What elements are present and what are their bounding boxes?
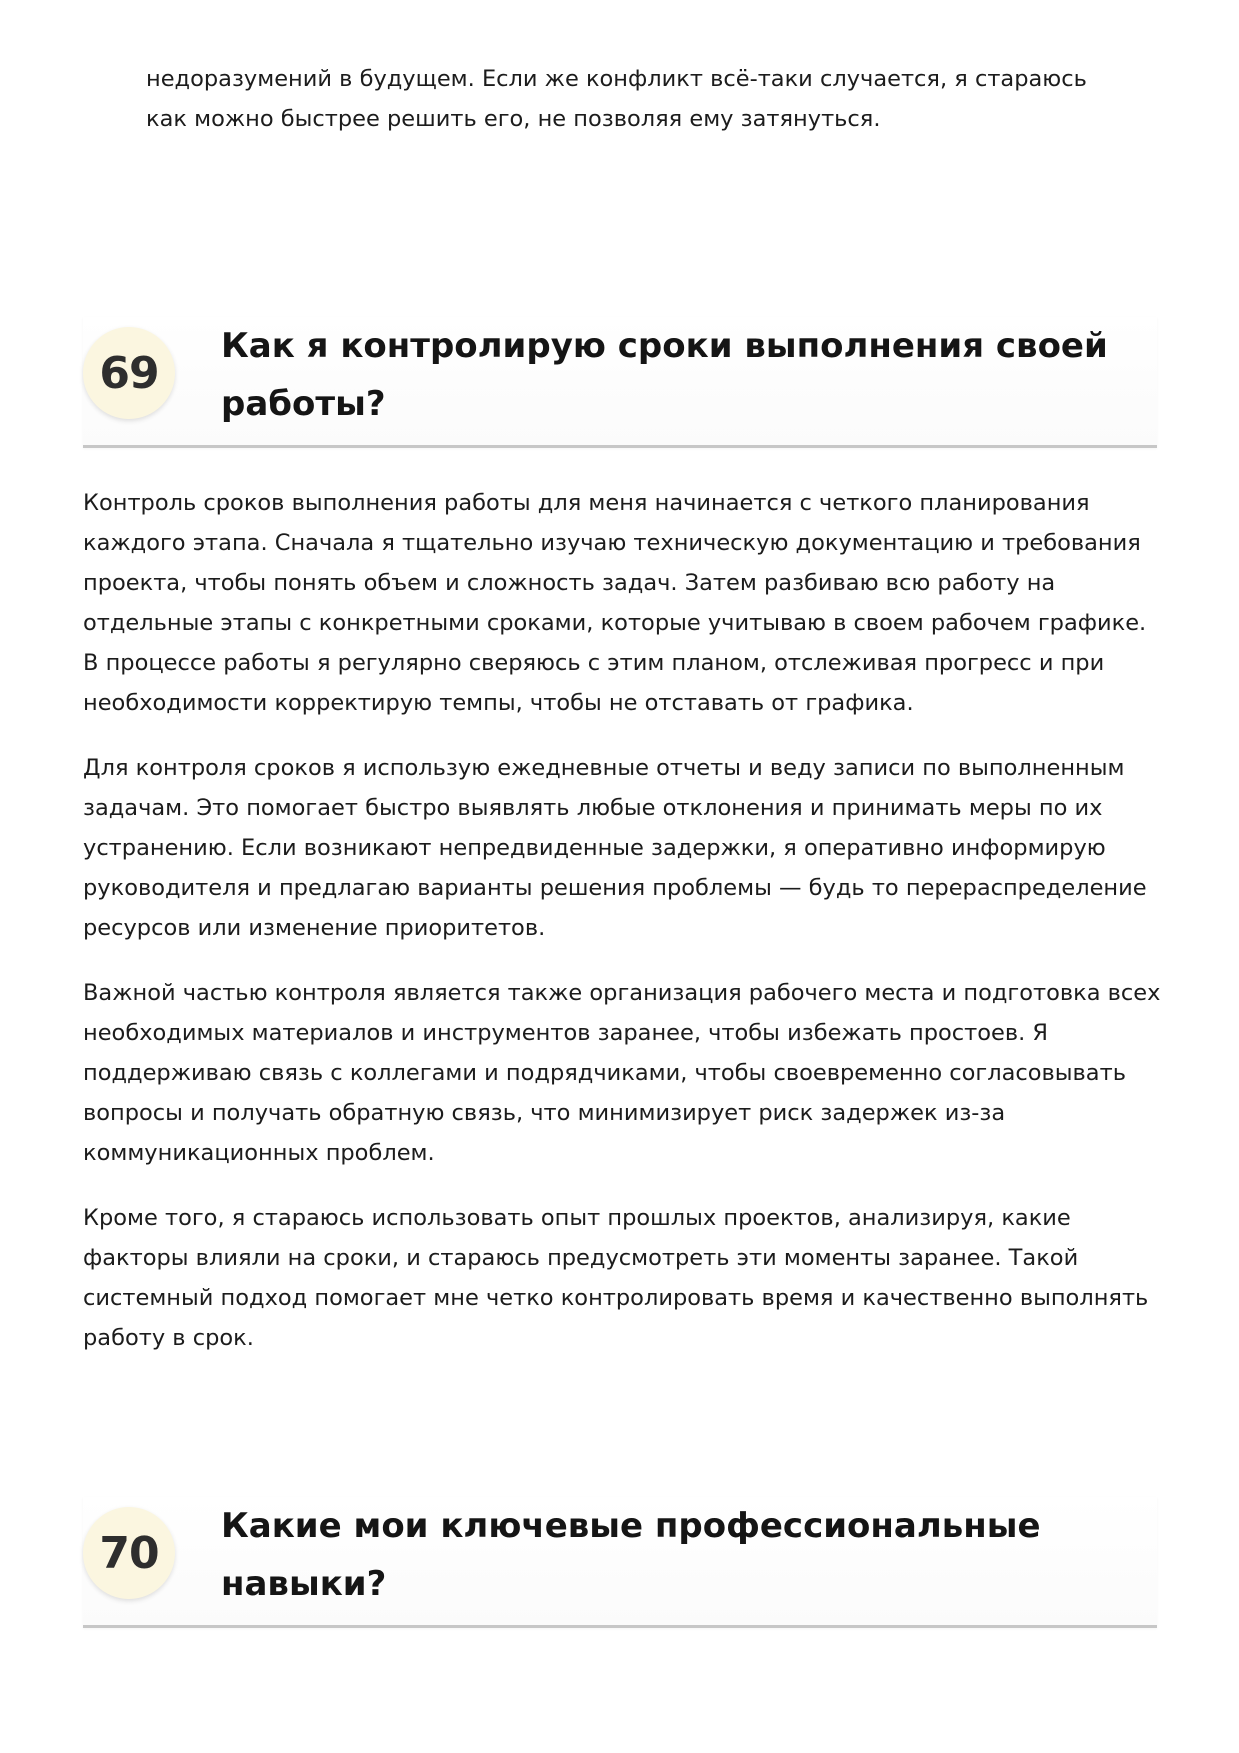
question-number-badge — [83, 327, 175, 419]
answer-paragraph: Для контроля сроков я использую ежедневные отчеты и веду записи по выполненным задачам. Это помогает быстро выявлять любые отклонения и принимать меры по их устранению. Если возникают непредвиденные задержки, я оперативно информирую руководителя и предлагаю варианты решения проблемы — будь то перераспределение ресурсов или изменение приоритетов. — [83, 755, 1147, 941]
question-header-69 — [83, 317, 1157, 448]
question-number-badge — [83, 1507, 175, 1599]
question-number: 70 — [99, 1527, 159, 1579]
answer-69 — [83, 483, 1163, 1383]
previous-answer-continuation — [146, 59, 1106, 139]
answer-paragraph: Важной частью контроля является также организация рабочего места и подготовка всех необходимых материалов и инструментов заранее, чтобы избежать простоев. Я поддерживаю связь с коллегами и подрядчиками, чтобы своевременно согласовывать вопросы и получать обратную связь, что минимизирует риск задержек из-за коммуникационных проблем. — [83, 980, 1161, 1166]
question-number: 69 — [99, 347, 159, 399]
answer-paragraph: Кроме того, я стараюсь использовать опыт прошлых проектов, анализируя, какие факторы влияли на сроки, и стараюсь предусмотреть эти моменты заранее. Такой системный подход помогает мне четко контролировать время и качественно выполнять работу в срок. — [83, 1205, 1149, 1351]
question-header-70 — [83, 1497, 1157, 1628]
continuation-paragraph: недоразумений в будущем. Если же конфликт всё-таки случается, я стараюсь как можно быстрее решить его, не позволяя ему затянуться. — [146, 66, 1087, 132]
question-title: Какие мои ключевые профессиональные навыки? — [221, 1506, 1041, 1604]
question-title: Как я контролирую сроки выполнения своей работы? — [221, 326, 1108, 424]
answer-paragraph: Контроль сроков выполнения работы для меня начинается с четкого планирования каждого этапа. Сначала я тщательно изучаю техническую документацию и требования проекта, чтобы понять объем и сложность задач. Затем разбиваю всю работу на отдельные этапы с конкретными сроками, которые учитываю в своем рабочем графике. В процессе работы я регулярно сверяюсь с этим планом, отслеживая прогресс и при необходимости корректирую темпы, чтобы не отставать от графика. — [83, 490, 1147, 716]
